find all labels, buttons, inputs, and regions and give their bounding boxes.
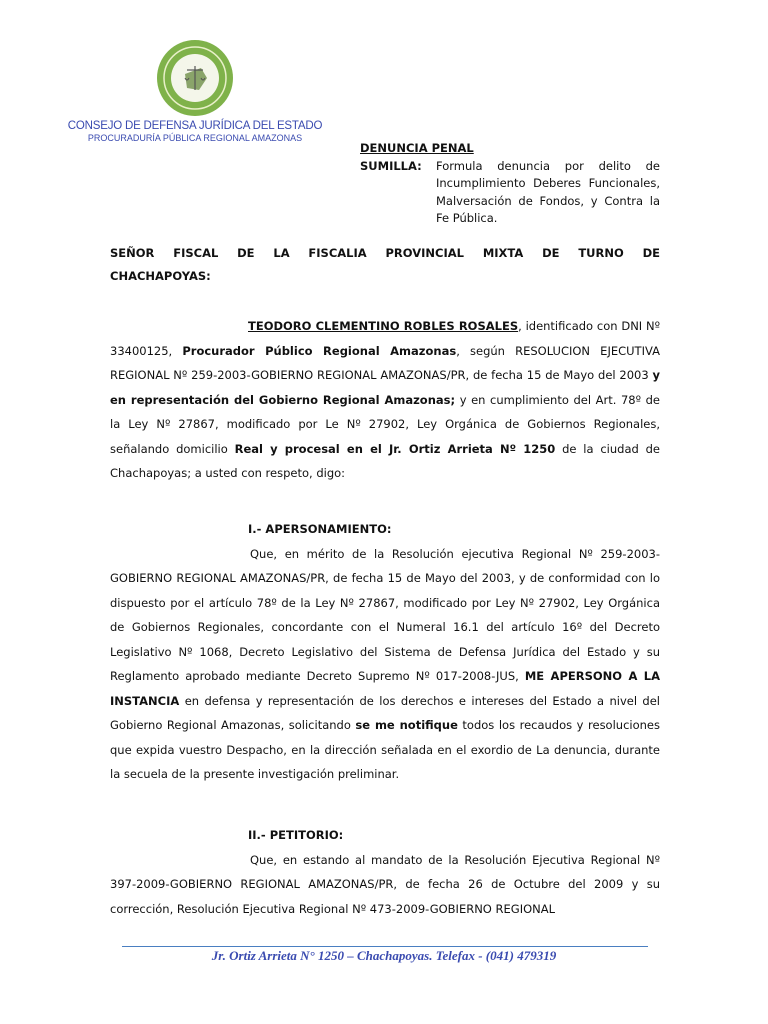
document-title: DENUNCIA PENAL xyxy=(360,141,474,155)
section-title: I.- APERSONAMIENTO: xyxy=(248,522,392,536)
footer-address: Jr. Ortiz Arrieta N° 1250 – Chachapoyas. Telefax - (041) 479319 xyxy=(211,948,557,963)
org-subtitle: PROCURADURÍA PÚBLICA REGIONAL AMAZONAS xyxy=(87,133,303,143)
sumilla-text: Formula denuncia por delito de Incumplimiento Deberes Funcionales, Malversación de Fondos, y Contra la Fe Pública. xyxy=(436,158,660,225)
sumilla-label: SUMILLA: xyxy=(360,158,422,173)
addressee-city: CHACHAPOYAS: xyxy=(110,269,211,283)
intro-paragraph: TEODORO CLEMENTINO ROBLES ROSALES, identificado con DNI Nº 33400125, Procurador Público Regional Amazonas, según RESOLUCION EJECUTIVA REGIONAL Nº 259-2003-GOBIERNO REGIONAL AMAZONAS/PR, de fecha 15 de Mayo del 2003 y en representación del Gobierno Regional Amazonas; y en cumplimiento del Art. 78º de la Ley Nº 27867, modificado por Le Nº 27902, Ley Orgánica de Gobiernos Regionales, señalando domicilio Real y procesal en el Jr. Ortiz Arrieta Nº 1250 de la ciudad de Chachapoyas; a usted con respeto, digo: xyxy=(110,319,661,480)
sumilla-block xyxy=(360,140,660,228)
addressee-line: SEÑOR FISCAL DE LA FISCALIA PROVINCIAL MIXTA DE TURNO DE xyxy=(110,246,660,260)
section-apersonamiento: I.- APERSONAMIENTO: Que, en mérito de la Resolución ejecutiva Regional Nº 259-2003-GOBIERNO REGIONAL AMAZONAS/PR, de fecha 15 de Mayo del 2003, y de conformidad con lo dispuesto por el artículo 78º de la Ley Nº 27867, modificado por Ley Nº 27902, Ley Orgánica de Gobiernos Regionales, concordante con el Numeral 16.1 del artículo 16º del Decreto Legislativo Nº 1068, Decreto Legislativo del Sistema de Defensa Jurídica del Estado y su Reglamento aprobado mediante Decreto Supremo Nº 017-2008-JUS, ME APERSONO A LA INSTANCIA en defensa y representación de los derechos e intereses del Estado a nivel del Gobierno Regional Amazonas, solicitando se me notifique todos los recaudos y resoluciones que expida vuestro Despacho, en la dirección señalada en el exordio de La denuncia, durante la secuela de la presente investigación preliminar. xyxy=(110,517,660,787)
petitioner-role: Procurador Público Regional Amazonas xyxy=(182,343,457,358)
domicile: Real y procesal en el Jr. Ortiz Arrieta Nº 1250 xyxy=(234,441,556,456)
seal-icon xyxy=(155,38,235,118)
section-title: II.- PETITORIO: xyxy=(248,828,344,842)
org-name: CONSEJO DE DEFENSA JURÍDICA DEL ESTADO xyxy=(67,120,323,132)
letterhead xyxy=(60,38,330,143)
section-petitorio: II.- PETITORIO: Que, en estando al mandato de la Resolución Ejecutiva Regional Nº 397-2009-GOBIERNO REGIONAL AMAZONAS/PR, de fecha 26 de Octubre del 2009 y su corrección, Resolución Ejecutiva Regional Nº 473-2009-GOBIERNO REGIONAL xyxy=(110,823,660,921)
petitioner-name: TEODORO CLEMENTINO ROBLES ROSALES xyxy=(248,319,519,333)
footer-divider xyxy=(122,946,648,947)
